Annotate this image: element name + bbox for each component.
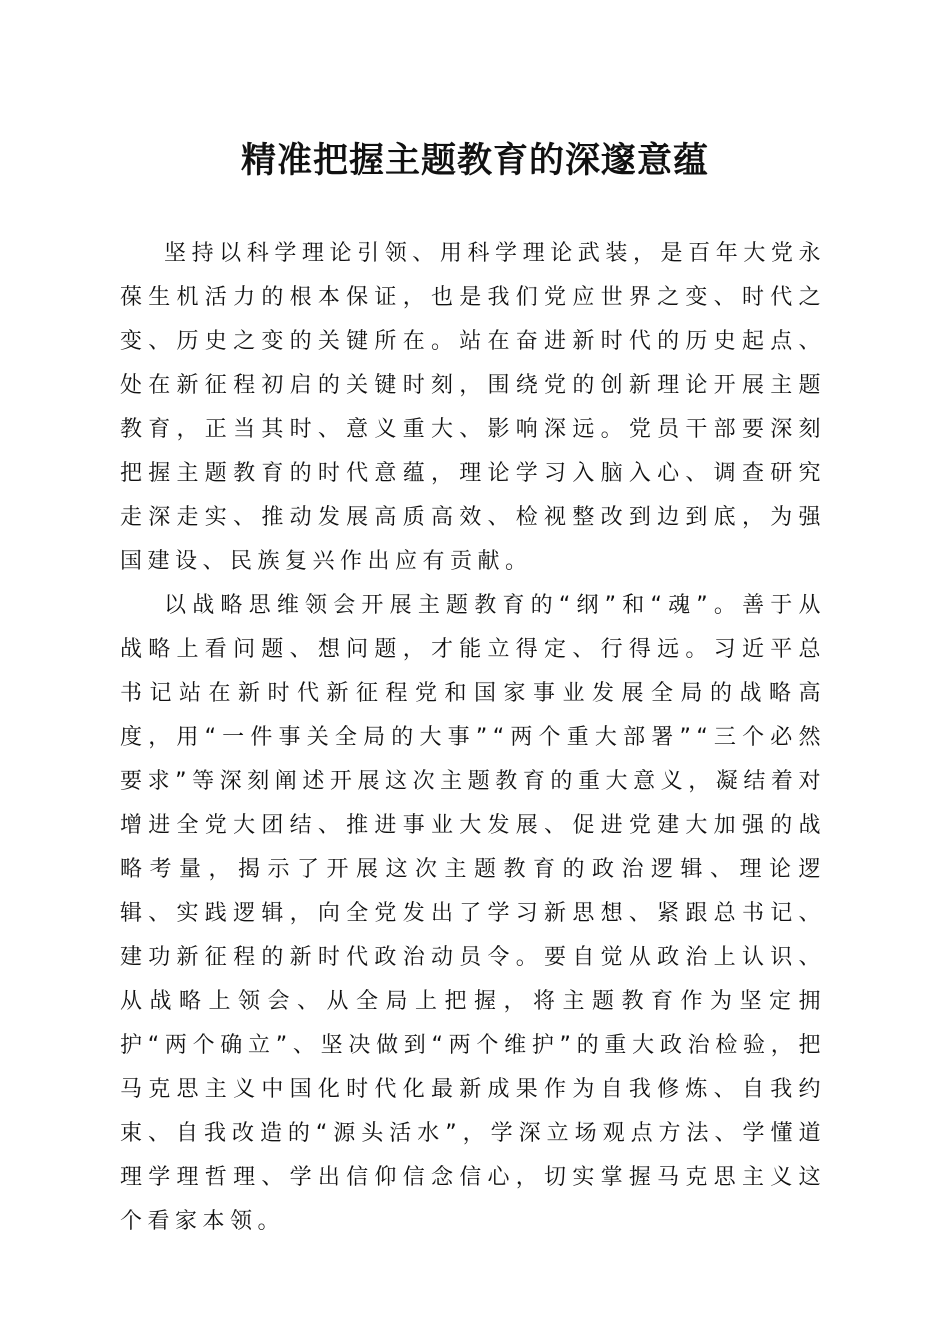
paragraph-2: 以战略思维领会开展主题教育的“纲”和“魂”。善于从战略上看问题、想问题，才能立得定、行得远。习近平总书记站在新时代新征程党和国家事业发展全局的战略高度，用“一件事关全局的大事”“两个重大部署”“三个必然要求”等深刻阐述开展这次主题教育的重大意义，凝结着对增进全党大团结、推进事业大发展、促进党建大加强的战略考量，揭示了开展这次主题教育的政治逻辑、理论逻辑、实践逻辑，向全党发出了学习新思想、紧跟总书记、建功新征程的新时代政治动员令。要自觉从政治上认识、从战略上领会、从全局上把握，将主题教育作为坚定拥护“两个确立”、坚决做到“两个维护”的重大政治检验，把马克思主义中国化时代化最新成果作为自我修炼、自我约束、自我改造的“源头活水”，学深立场观点方法、学懂道理学理哲理、学出信仰信念信心，切实掌握马克思主义这个看家本领。	[120, 593, 826, 1234]
paragraph-1: 坚持以科学理论引领、用科学理论武装，是百年大党永葆生机活力的根本保证，也是我们党应世界之变、时代之变、历史之变的关键所在。站在奋进新时代的历史起点、处在新征程初启的关键时刻，围绕党的创新理论开展主题教育，正当其时、意义重大、影响深远。党员干部要深刻把握主题教育的时代意蕴，理论学习入脑入心、调查研究走深走实、推动发展高质高效、检视整改到边到底，为强国建设、民族复兴作出应有贡献。	[120, 241, 826, 574]
document-body	[120, 232, 826, 1244]
document-title: 精准把握主题教育的深邃意蕴	[240, 140, 709, 181]
